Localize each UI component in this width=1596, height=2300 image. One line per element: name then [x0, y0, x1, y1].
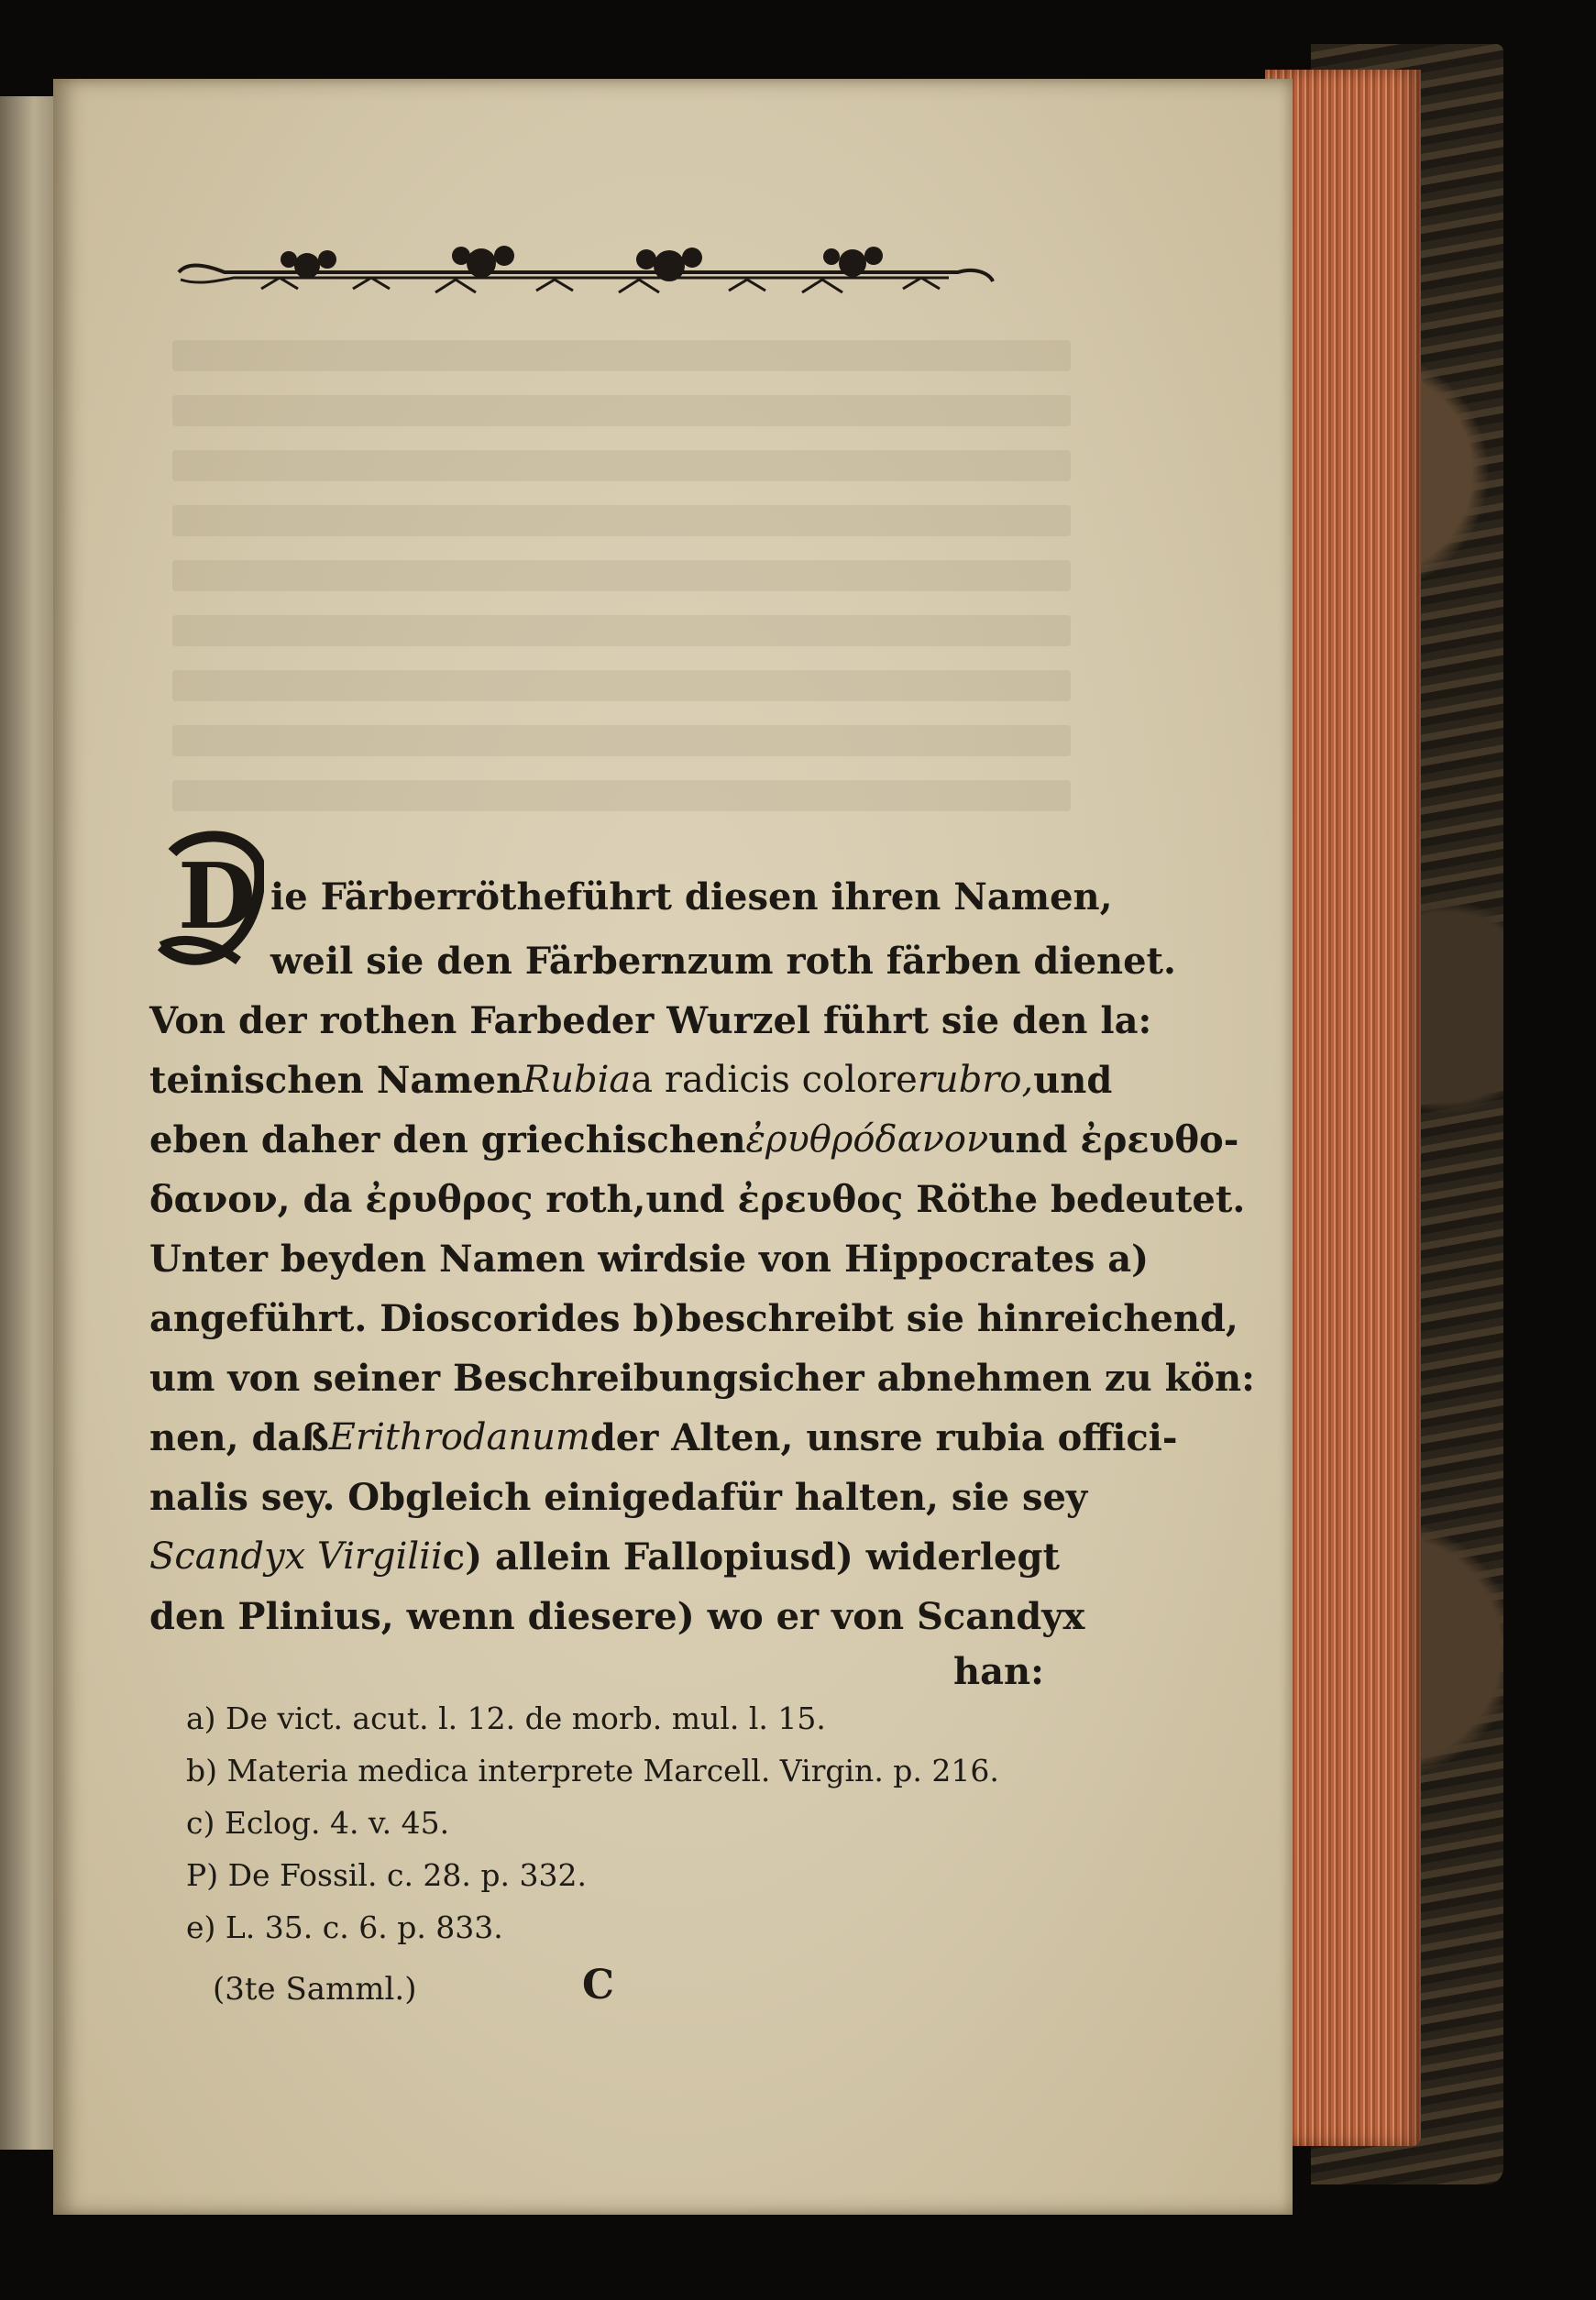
text-line	[270, 875, 1113, 919]
italic-text: rubro,	[917, 1059, 1034, 1101]
text-segment: dafür halten, sie sey	[670, 1476, 1088, 1519]
bleed-through-line	[172, 395, 1071, 426]
text-segment: c) allein Fallopius	[442, 1535, 810, 1579]
text-line	[270, 940, 1176, 983]
text-segment: und ἐρευθος Röthe bedeutet.	[645, 1178, 1246, 1221]
footnote: c) Eclog. 4. v. 45.	[186, 1805, 450, 1841]
text-segment: d) widerlegt	[809, 1535, 1060, 1579]
text-line	[149, 999, 1152, 1042]
text-line	[149, 1238, 1150, 1281]
text-segment: den Plinius, wenn dieser	[149, 1595, 655, 1638]
text-line	[149, 1178, 1246, 1221]
text-segment: Unter beyden Namen wird	[149, 1238, 688, 1281]
greek-text: ἐρυθρόδανον	[745, 1118, 989, 1161]
text-segment: sie von Hippocrates a)	[688, 1238, 1150, 1281]
bleed-through-line	[172, 615, 1071, 646]
text-segment: und ἐρευθο-	[988, 1118, 1239, 1161]
signature-mark: C	[582, 1962, 615, 2008]
text-segment: δανον, da ἐρυθρος roth,	[149, 1178, 646, 1221]
footnote: b) Materia medica interprete Marcell. Virgin. p. 216.	[186, 1753, 999, 1788]
bleed-through-line	[172, 450, 1071, 481]
text-segment: führt diesen ihren Namen,	[567, 875, 1113, 919]
text-line	[149, 1595, 1085, 1638]
italic-text: Rubia	[523, 1059, 632, 1101]
text-segment: sicher abnehmen zu kön:	[738, 1357, 1255, 1400]
text-segment: und	[1033, 1059, 1113, 1102]
floral-headpiece-ornament	[170, 225, 999, 321]
text-segment: teinischen Namen	[149, 1059, 523, 1102]
roman-text: a radicis colore	[631, 1059, 918, 1101]
bleed-through-line	[172, 780, 1071, 811]
text-segment: beschreibt sie hinreichend,	[676, 1297, 1238, 1340]
text-segment: e) wo er von Scandyx	[654, 1595, 1085, 1638]
text-segment: ie Färberröthe	[270, 875, 567, 919]
text-segment: nalis sey. Obgleich einige	[149, 1476, 671, 1519]
text-segment: zum roth färben dienet.	[687, 940, 1176, 983]
text-segment: der Wurzel führt sie den la:	[585, 999, 1152, 1042]
text-segment: Von der rothen Farbe	[149, 999, 586, 1042]
drop-cap-letter: D	[178, 844, 256, 950]
text-line	[149, 1118, 1239, 1161]
text-segment: um von seiner Beschreibung	[149, 1357, 738, 1400]
bleed-through-line	[172, 670, 1071, 701]
text-line	[149, 1357, 1255, 1400]
text-segment: nen, daß	[149, 1416, 329, 1459]
text-line	[149, 1476, 1088, 1519]
drop-cap	[156, 825, 264, 972]
signature-collection: (3te Samml.)	[213, 1971, 417, 2008]
bleed-through-line	[172, 340, 1071, 371]
facing-page-edge	[0, 96, 60, 2150]
bleed-through-line	[172, 505, 1071, 536]
footnote: e) L. 35. c. 6. p. 833.	[186, 1909, 503, 1945]
text-segment: weil sie den Färbern	[270, 940, 688, 983]
text-segment: angeführt. Dioscorides b)	[149, 1297, 677, 1340]
footnote: a) De vict. acut. l. 12. de morb. mul. l. 15.	[186, 1700, 826, 1736]
text-line	[149, 1297, 1238, 1340]
italic-text: Scandyx Virgilii	[149, 1535, 443, 1578]
text-segment: eben daher den griechischen	[149, 1118, 746, 1161]
footnote: P) De Fossil. c. 28. p. 332.	[186, 1857, 587, 1893]
text-segment: der Alten, unsre rubia offici-	[589, 1416, 1178, 1459]
text-line	[149, 1416, 1178, 1459]
catchword: han:	[953, 1650, 1044, 1693]
italic-text: Erithrodanum	[328, 1416, 590, 1458]
bleed-through-line	[172, 560, 1071, 591]
text-line	[149, 1059, 1113, 1102]
bleed-through-line	[172, 725, 1071, 756]
text-line	[149, 1535, 1060, 1579]
